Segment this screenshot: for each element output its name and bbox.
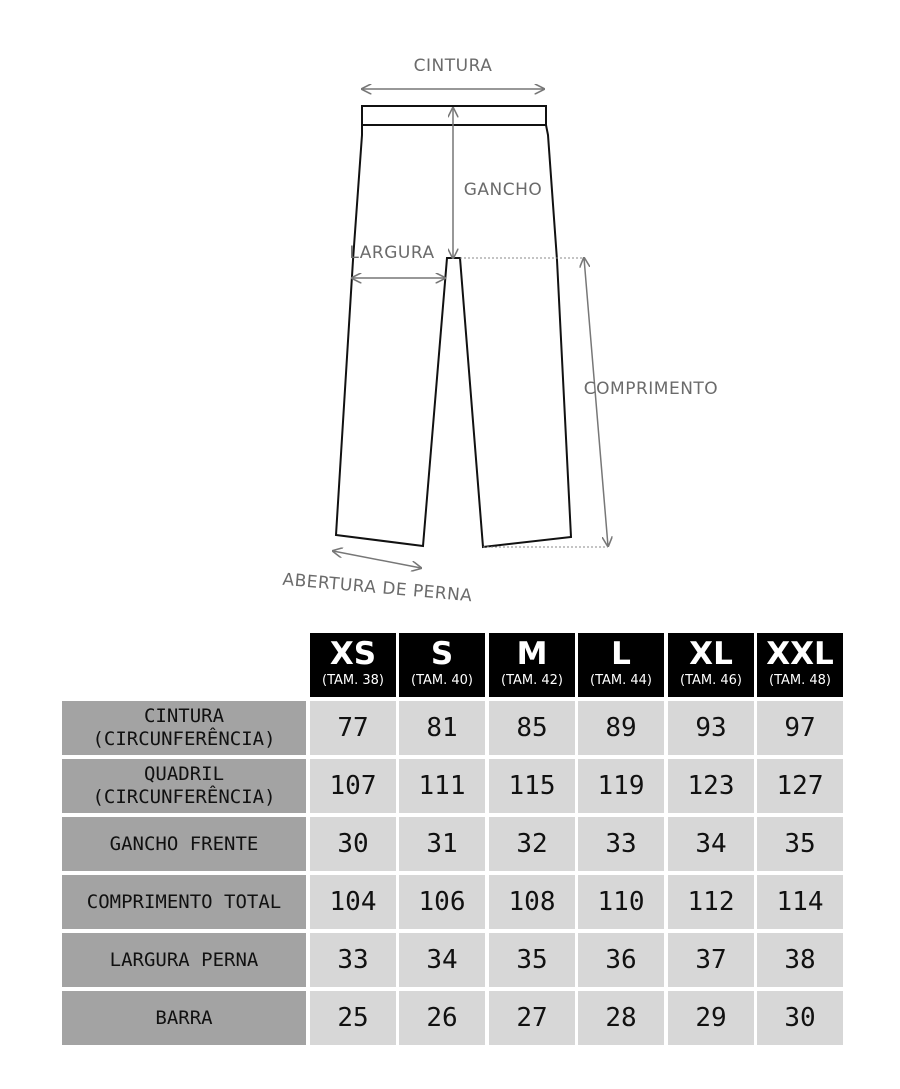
measurement-cell: 36: [578, 933, 664, 987]
measurement-cell: 111: [399, 759, 485, 813]
measurement-cell: 32: [489, 817, 575, 871]
measurement-cell: 93: [668, 701, 754, 755]
measurement-cell: 106: [399, 875, 485, 929]
measurement-cell: 26: [399, 991, 485, 1045]
row-label-0: CINTURA (CIRCUNFERÊNCIA): [62, 701, 306, 755]
measurement-cell: 30: [757, 991, 843, 1045]
size-header-3: [578, 633, 664, 697]
size-header-2: [489, 633, 575, 697]
measurement-cell: 29: [668, 991, 754, 1045]
size-tam: (TAM. 46): [680, 673, 742, 688]
largura-label: LARGURA: [349, 243, 435, 263]
row-label-5: BARRA: [62, 991, 306, 1045]
measurement-cell: 81: [399, 701, 485, 755]
size-tam: (TAM. 44): [590, 673, 652, 688]
abertura-arrow: [333, 551, 421, 568]
row-label-1: QUADRIL (CIRCUNFERÊNCIA): [62, 759, 306, 813]
measurement-cell: 34: [399, 933, 485, 987]
gancho-label: GANCHO: [463, 180, 543, 200]
size-header-4: [668, 633, 754, 697]
comprimento-label: COMPRIMENTO: [583, 379, 719, 399]
measurement-cell: 114: [757, 875, 843, 929]
measurement-cell: 89: [578, 701, 664, 755]
cintura-label: CINTURA: [413, 56, 493, 76]
abertura-label: ABERTURA DE PERNA: [281, 569, 474, 607]
measurement-cell: 25: [310, 991, 396, 1045]
size-name: L: [611, 636, 631, 672]
size-header-1: [399, 633, 485, 697]
measurement-cell: 31: [399, 817, 485, 871]
measurement-cell: 110: [578, 875, 664, 929]
measurement-cell: 33: [310, 933, 396, 987]
row-label-3: COMPRIMENTO TOTAL: [62, 875, 306, 929]
size-tam: (TAM. 48): [769, 673, 831, 688]
measurement-cell: 37: [668, 933, 754, 987]
size-tam: (TAM. 38): [322, 673, 384, 688]
measurement-cell: 38: [757, 933, 843, 987]
measurement-cell: 85: [489, 701, 575, 755]
measurement-cell: 28: [578, 991, 664, 1045]
measurement-cell: 34: [668, 817, 754, 871]
measurement-cell: 108: [489, 875, 575, 929]
measurement-cell: 30: [310, 817, 396, 871]
measurement-cell: 35: [757, 817, 843, 871]
size-tam: (TAM. 40): [411, 673, 473, 688]
measurement-cell: 119: [578, 759, 664, 813]
size-tam: (TAM. 42): [501, 673, 563, 688]
measurement-cell: 35: [489, 933, 575, 987]
measurement-cell: 97: [757, 701, 843, 755]
measurement-cell: 112: [668, 875, 754, 929]
measurement-cell: 33: [578, 817, 664, 871]
row-label-4: LARGURA PERNA: [62, 933, 306, 987]
measurement-cell: 104: [310, 875, 396, 929]
size-header-5: [757, 633, 843, 697]
measurement-cell: 107: [310, 759, 396, 813]
row-label-2: GANCHO FRENTE: [62, 817, 306, 871]
measurement-cell: 27: [489, 991, 575, 1045]
size-name: M: [516, 636, 548, 672]
size-header-0: [310, 633, 396, 697]
measurement-cell: 77: [310, 701, 396, 755]
size-name: XS: [329, 636, 377, 672]
measurement-cell: 127: [757, 759, 843, 813]
size-name: XL: [689, 636, 733, 672]
size-name: XXL: [766, 636, 834, 672]
comprimento-arrow: [584, 258, 608, 546]
measurement-cell: 123: [668, 759, 754, 813]
measurement-cell: 115: [489, 759, 575, 813]
size-name: S: [430, 636, 454, 672]
